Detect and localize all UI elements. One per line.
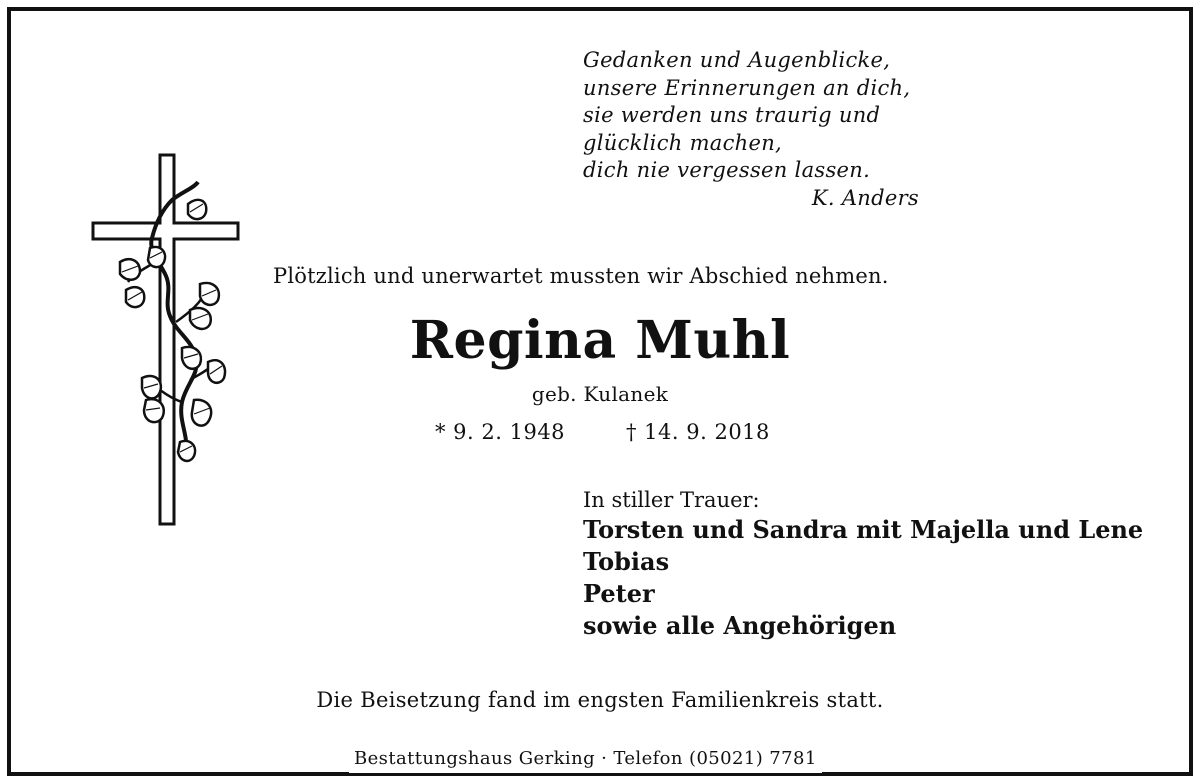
death-date: † 14. 9. 2018	[626, 420, 770, 444]
mourner-name: sowie alle Angehörigen	[583, 611, 897, 640]
mourner-name: Tobias	[583, 547, 670, 576]
funeral-home-contact: Bestattungshaus Gerking · Telefon (05021) 7781	[349, 745, 822, 773]
burial-note: Die Beisetzung fand im engsten Familienkreis statt.	[316, 688, 884, 712]
intro-text: Plötzlich und unerwartet mussten wir Abschied nehmen.	[273, 264, 889, 288]
deceased-name: Regina Muhl	[409, 310, 791, 371]
poem-line: dich nie vergessen lassen.	[583, 158, 871, 182]
poem-line: glücklich machen,	[583, 130, 783, 155]
mourning-lead: In stiller Trauer:	[583, 488, 760, 512]
maiden-name: geb. Kulanek	[531, 382, 669, 406]
poem	[583, 47, 943, 212]
poem-line: sie werden uns traurig und	[583, 103, 881, 127]
poem-line: Gedanken und Augenblicke,	[583, 48, 891, 72]
poem-line: unsere Erinnerungen an dich,	[583, 75, 911, 100]
birth-date: * 9. 2. 1948	[435, 420, 566, 444]
poem-author: K. Anders	[811, 185, 919, 210]
mourner-name: Torsten und Sandra mit Majella und Lene	[583, 515, 1144, 544]
mourners-block	[583, 486, 1183, 642]
cross-with-vine-icon	[90, 152, 250, 528]
mourner-name: Peter	[583, 579, 655, 608]
